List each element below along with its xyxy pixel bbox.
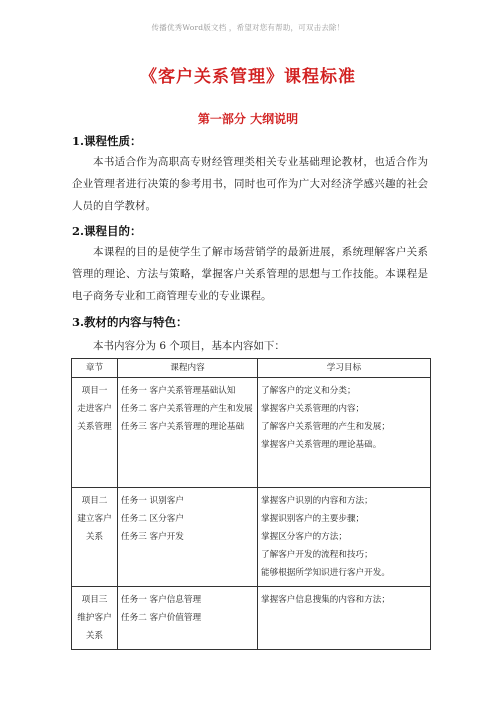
watermark-text: 传播优秀Word版文档 ，希望对您有帮助，可双击去除！ [151, 23, 345, 32]
content-line: 任务二 区分客户 [121, 514, 184, 524]
section-heading-content: 3.教材的内容与特色： [72, 315, 188, 329]
table-header-row [72, 359, 431, 378]
chapter-cell [72, 378, 118, 488]
chapter-line: 项目二 [81, 496, 108, 506]
section-heading-nature: 1.课程性质： [72, 134, 142, 148]
chapter-line: 关系 [85, 532, 104, 542]
goal-line: 掌握客户关系管理的内容； [261, 404, 365, 414]
part-title: 第一部分 大纲说明 [197, 112, 299, 126]
table-row [72, 378, 431, 488]
chapter-line: 关系 [85, 631, 104, 641]
content-cell [118, 488, 258, 587]
content-cell [118, 587, 258, 650]
chapter-line: 走进客户 [77, 404, 112, 414]
content-line: 任务一 客户关系管理基础认知 [121, 386, 236, 396]
table-row [72, 587, 431, 650]
goal-line: 掌握客户信息搜集的内容和方法； [261, 595, 390, 605]
chapter-line: 关系管理 [77, 422, 112, 432]
chapter-line: 建立客户 [77, 514, 112, 524]
goal-line: 掌握识别客户的主要步骤； [261, 514, 365, 524]
table-intro: 本书内容分为 6 个项目，基本内容如下： [93, 340, 285, 352]
content-cell [118, 378, 258, 488]
section-body-purpose: 本课程的目的是使学生了解市场营销学的最新进展，系统理解客户关系管理的理论、方法与策略，掌握客户关系管理的思想与工作技能。本课程是电子商务专业和工商管理专业的专业课程。 [72, 246, 428, 302]
goals-cell [258, 587, 431, 650]
goals-cell [258, 378, 431, 488]
header-chapter: 章节 [72, 359, 118, 378]
goal-line: 了解客户的定义和分类； [261, 386, 356, 396]
content-line: 任务一 客户信息管理 [121, 595, 202, 605]
header-goals: 学习目标 [258, 359, 431, 378]
header-content: 课程内容 [118, 359, 258, 378]
goals-cell [258, 488, 431, 587]
section-body-nature: 本书适合作为高职高专财经管理类相关专业基础理论教材，也适合作为企业管理者进行决策的参考用书，同时也可作为广大对经济学感兴趣的社会人员的自学教材。 [72, 156, 428, 212]
goal-line: 了解客户开发的流程和技巧； [261, 550, 373, 560]
chapter-line: 维护客户 [77, 613, 112, 623]
content-line: 任务二 客户关系管理的产生和发展 [121, 404, 253, 414]
content-line: 任务三 客户关系管理的理论基础 [121, 422, 245, 432]
content-line: 任务二 客户价值管理 [121, 613, 202, 623]
chapter-line: 项目三 [81, 595, 108, 605]
chapter-cell [72, 587, 118, 650]
document-title: 《客户关系管理》课程标准 [140, 67, 356, 87]
goal-line: 掌握客户关系管理的理论基础。 [261, 440, 382, 450]
table-row [72, 488, 431, 587]
content-line: 任务一 识别客户 [121, 496, 184, 506]
goal-line: 掌握客户识别的内容和方法； [261, 496, 373, 506]
goal-line: 掌握区分客户的方法； [261, 532, 347, 542]
goal-line: 了解客户关系管理的产生和发展； [261, 422, 390, 432]
goal-line: 能够根据所学知识进行客户开发。 [261, 568, 390, 578]
chapter-cell [72, 488, 118, 587]
content-line: 任务三 客户开发 [121, 532, 184, 542]
section-heading-purpose: 2.课程目的： [72, 224, 142, 238]
curriculum-table [71, 358, 431, 650]
chapter-line: 项目一 [81, 386, 108, 396]
